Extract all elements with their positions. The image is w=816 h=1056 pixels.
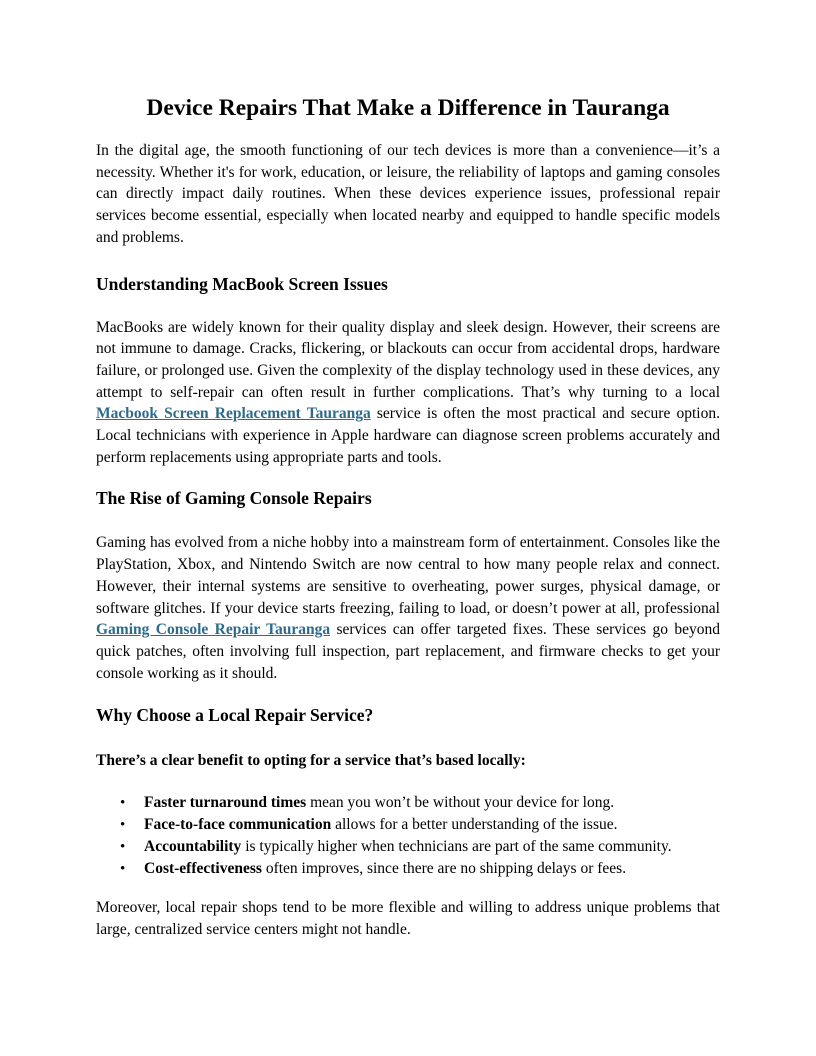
benefits-list [96, 792, 720, 880]
gaming-section-heading: The Rise of Gaming Console Repairs [96, 488, 372, 509]
benefit-strong: Faster turnaround times [144, 794, 307, 812]
macbook-section-heading: Understanding MacBook Screen Issues [96, 273, 388, 294]
document-page [96, 93, 720, 940]
bullet-icon: • [120, 861, 126, 878]
macbook-screen-replacement-link[interactable]: Macbook Screen Replacement Tauranga [96, 405, 371, 423]
macbook-text-before-link: MacBooks are widely known for their quality display and sleek design. However, their screens are not immune to damage. Cracks, flickering, or blackouts can occur from accidental drops, hardware failure, or prolonged use. Given the complexity of the display technology used in these devices, any attempt to self-repair can often result in further complications. That’s why turning to a local [96, 318, 720, 401]
benefit-text: often improves, since there are no shipping delays or fees. [261, 860, 627, 878]
gaming-paragraph [96, 532, 720, 684]
macbook-paragraph [96, 317, 720, 469]
closing-paragraph: Moreover, local repair shops tend to be more flexible and willing to address unique problems that large, centralized service centers might not handle. [96, 899, 720, 938]
intro-paragraph: In the digital age, the smooth functioning of our tech devices is more than a convenience—it’s a necessity. Whether it's for work, education, or leisure, the reliability of laptops and gaming consoles can directly impact daily routines. When these devices experience issues, professional repair services become essential, especially when located nearby and equipped to handle specific models and problems. [96, 142, 720, 246]
bullet-icon: • [120, 795, 126, 812]
benefit-strong: Face-to-face communication [144, 816, 332, 834]
list-item [120, 836, 720, 858]
gaming-text-before-link: Gaming has evolved from a niche hobby into a mainstream form of entertainment. Consoles like the PlayStation, Xbox, and Nintendo Switch are now central to how many people relax and connect. However, their internal systems are sensitive to overheating, power surges, physical damage, or software glitches. If your device starts freezing, failing to load, or doesn’t power at all, professional [96, 534, 720, 617]
gaming-console-repair-link[interactable]: Gaming Console Repair Tauranga [96, 621, 331, 639]
why-local-section-heading: Why Choose a Local Repair Service? [96, 705, 374, 726]
benefit-text: mean you won’t be without your device for long. [306, 794, 615, 812]
benefit-text: allows for a better understanding of the issue. [331, 816, 618, 834]
document-title: Device Repairs That Make a Difference in Tauranga [146, 95, 670, 121]
list-item [120, 814, 720, 836]
bullet-icon: • [120, 817, 126, 834]
benefit-strong: Accountability [144, 838, 242, 856]
benefits-lead-text: There’s a clear benefit to opting for a service that’s based locally: [96, 752, 526, 770]
benefit-strong: Cost-effectiveness [144, 860, 262, 878]
bullet-icon: • [120, 839, 126, 856]
gaming-text-after-link: services can offer targeted fixes. These services go beyond quick patches, often involving full inspection, part replacement, and firmware checks to get your console working as it should. [96, 621, 720, 682]
macbook-text-after-link: service is often the most practical and secure option. Local technicians with experience in Apple hardware can diagnose screen problems accurately and perform replacements using appropriate parts and tools. [96, 405, 720, 466]
list-item [120, 858, 720, 880]
list-item [120, 792, 720, 814]
benefit-text: is typically higher when technicians are part of the same community. [241, 838, 672, 856]
